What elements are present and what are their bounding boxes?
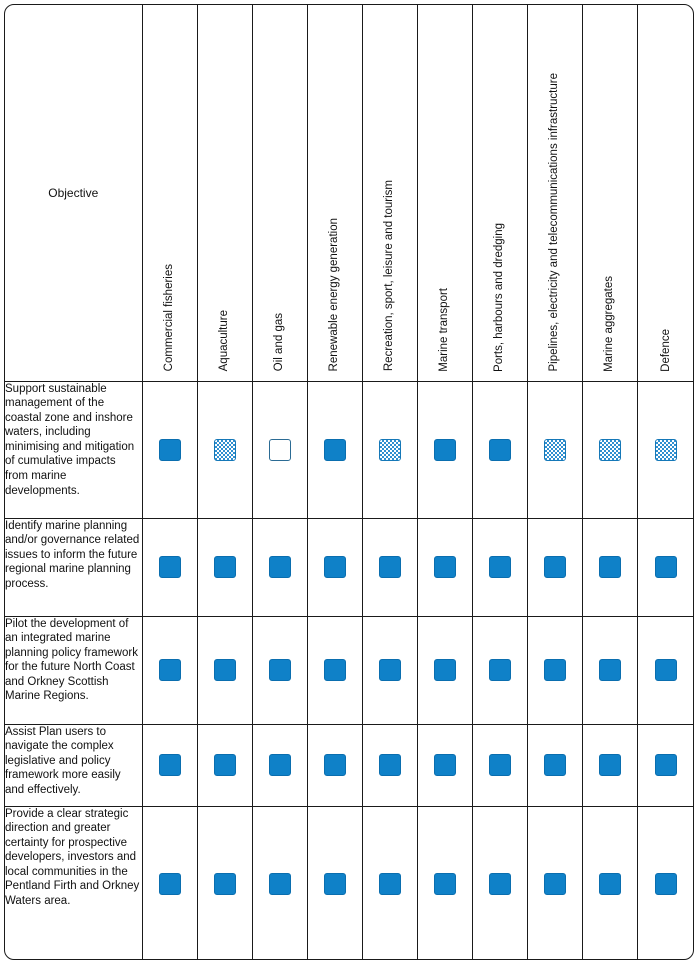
sector-label: Marine transport bbox=[438, 287, 451, 372]
sector-header-pipelines bbox=[527, 5, 582, 381]
objective-text: Support sustainable management of the coastal zone and inshore waters, including minimising and mitigation of cumulative impacts from marine developments. bbox=[5, 381, 142, 518]
full-marker bbox=[159, 873, 181, 895]
matrix-cell bbox=[197, 616, 252, 724]
objective-column-header: Objective bbox=[5, 5, 142, 381]
matrix-cell bbox=[527, 381, 582, 518]
matrix-cell bbox=[637, 806, 694, 960]
full-marker bbox=[434, 659, 456, 681]
matrix-cell bbox=[637, 381, 694, 518]
full-marker bbox=[599, 659, 621, 681]
matrix-cell bbox=[197, 518, 252, 616]
matrix-cell bbox=[142, 381, 197, 518]
full-marker bbox=[214, 659, 236, 681]
full-marker bbox=[655, 873, 677, 895]
matrix-cell bbox=[527, 806, 582, 960]
full-marker bbox=[655, 556, 677, 578]
matrix-cell bbox=[417, 724, 472, 806]
full-marker bbox=[324, 439, 346, 461]
full-marker bbox=[544, 754, 566, 776]
sector-label: Oil and gas bbox=[273, 313, 286, 372]
matrix-cell bbox=[142, 806, 197, 960]
sector-label: Aquaculture bbox=[218, 310, 231, 372]
partial-marker bbox=[379, 439, 401, 461]
full-marker bbox=[269, 556, 291, 578]
matrix-cell bbox=[637, 518, 694, 616]
matrix-cell bbox=[417, 616, 472, 724]
full-marker bbox=[599, 754, 621, 776]
sector-header-aquaculture bbox=[197, 5, 252, 381]
table-row bbox=[5, 806, 694, 960]
matrix-cell bbox=[252, 518, 307, 616]
full-marker bbox=[599, 873, 621, 895]
matrix-cell bbox=[197, 806, 252, 960]
partial-marker bbox=[544, 439, 566, 461]
objective-text: Pilot the development of an integrated marine planning policy framework for the future North Coast and Orkney Scottish Marine Regions. bbox=[5, 616, 142, 724]
matrix-cell bbox=[307, 724, 362, 806]
full-marker bbox=[214, 754, 236, 776]
sector-header-commercial-fisheries bbox=[142, 5, 197, 381]
full-marker bbox=[379, 659, 401, 681]
table-row bbox=[5, 518, 694, 616]
full-marker bbox=[489, 659, 511, 681]
matrix-cell bbox=[582, 381, 637, 518]
full-marker bbox=[269, 754, 291, 776]
table-row bbox=[5, 724, 694, 806]
full-marker bbox=[379, 754, 401, 776]
matrix-cell bbox=[472, 616, 527, 724]
sector-label: Commercial fisheries bbox=[163, 264, 176, 372]
full-marker bbox=[599, 556, 621, 578]
matrix-cell bbox=[472, 724, 527, 806]
matrix-cell bbox=[637, 616, 694, 724]
matrix-cell bbox=[582, 806, 637, 960]
sector-label: Renewable energy generation bbox=[328, 218, 341, 372]
full-marker bbox=[489, 754, 511, 776]
objectives-sector-matrix bbox=[4, 4, 694, 960]
matrix-cell bbox=[307, 518, 362, 616]
sector-header-ports-harbours bbox=[472, 5, 527, 381]
header-row bbox=[5, 5, 694, 381]
objective-text: Assist Plan users to navigate the complex legislative and policy framework more easily and effectively. bbox=[5, 724, 142, 806]
partial-marker bbox=[655, 439, 677, 461]
matrix-cell bbox=[417, 518, 472, 616]
full-marker bbox=[324, 556, 346, 578]
sector-label: Ports, harbours and dredging bbox=[493, 222, 506, 372]
matrix-cell bbox=[197, 381, 252, 518]
full-marker bbox=[434, 873, 456, 895]
matrix-cell bbox=[307, 616, 362, 724]
sector-label: Defence bbox=[659, 328, 672, 372]
full-marker bbox=[655, 754, 677, 776]
matrix-cell bbox=[417, 806, 472, 960]
sector-label: Recreation, sport, leisure and tourism bbox=[383, 180, 396, 372]
full-marker bbox=[324, 754, 346, 776]
full-marker bbox=[434, 439, 456, 461]
matrix-cell bbox=[362, 518, 417, 616]
matrix-cell bbox=[637, 724, 694, 806]
sector-header-marine-transport bbox=[417, 5, 472, 381]
matrix-cell bbox=[142, 724, 197, 806]
partial-marker bbox=[214, 439, 236, 461]
full-marker bbox=[159, 556, 181, 578]
matrix-cell bbox=[362, 724, 417, 806]
matrix-table bbox=[5, 5, 694, 960]
sector-label: Pipelines, electricity and telecommunications infrastructure bbox=[548, 73, 561, 372]
matrix-cell bbox=[582, 616, 637, 724]
matrix-cell bbox=[142, 616, 197, 724]
full-marker bbox=[269, 873, 291, 895]
full-marker bbox=[214, 556, 236, 578]
matrix-cell bbox=[142, 518, 197, 616]
matrix-cell bbox=[197, 724, 252, 806]
sector-header-recreation bbox=[362, 5, 417, 381]
matrix-cell bbox=[307, 806, 362, 960]
matrix-cell bbox=[362, 381, 417, 518]
full-marker bbox=[655, 659, 677, 681]
full-marker bbox=[159, 754, 181, 776]
sector-header-oil-and-gas bbox=[252, 5, 307, 381]
full-marker bbox=[544, 556, 566, 578]
table-row bbox=[5, 381, 694, 518]
table-row bbox=[5, 616, 694, 724]
full-marker bbox=[544, 873, 566, 895]
matrix-cell bbox=[417, 381, 472, 518]
matrix-cell bbox=[527, 616, 582, 724]
matrix-cell bbox=[252, 724, 307, 806]
full-marker bbox=[324, 659, 346, 681]
full-marker bbox=[379, 556, 401, 578]
full-marker bbox=[379, 873, 401, 895]
full-marker bbox=[159, 659, 181, 681]
partial-marker bbox=[599, 439, 621, 461]
matrix-cell bbox=[582, 518, 637, 616]
matrix-cell bbox=[362, 806, 417, 960]
full-marker bbox=[434, 754, 456, 776]
full-marker bbox=[214, 873, 236, 895]
sector-header-marine-aggregates bbox=[582, 5, 637, 381]
matrix-cell bbox=[252, 381, 307, 518]
full-marker bbox=[544, 659, 566, 681]
full-marker bbox=[489, 873, 511, 895]
matrix-cell bbox=[307, 381, 362, 518]
matrix-cell bbox=[362, 616, 417, 724]
empty-marker bbox=[269, 439, 291, 461]
matrix-cell bbox=[252, 616, 307, 724]
matrix-cell bbox=[527, 724, 582, 806]
full-marker bbox=[324, 873, 346, 895]
matrix-cell bbox=[472, 518, 527, 616]
matrix-cell bbox=[582, 724, 637, 806]
matrix-cell bbox=[472, 806, 527, 960]
matrix-cell bbox=[252, 806, 307, 960]
matrix-cell bbox=[472, 381, 527, 518]
sector-header-renewable-energy bbox=[307, 5, 362, 381]
matrix-cell bbox=[527, 518, 582, 616]
sector-header-defence bbox=[637, 5, 694, 381]
full-marker bbox=[489, 439, 511, 461]
full-marker bbox=[489, 556, 511, 578]
full-marker bbox=[159, 439, 181, 461]
objective-text: Provide a clear strategic direction and greater certainty for prospective developers, investors and local communities in the Pentland Firth and Orkney Waters area. bbox=[5, 806, 142, 960]
objective-text: Identify marine planning and/or governance related issues to inform the future regional marine planning process. bbox=[5, 518, 142, 616]
full-marker bbox=[269, 659, 291, 681]
sector-label: Marine aggregates bbox=[603, 275, 616, 372]
full-marker bbox=[434, 556, 456, 578]
